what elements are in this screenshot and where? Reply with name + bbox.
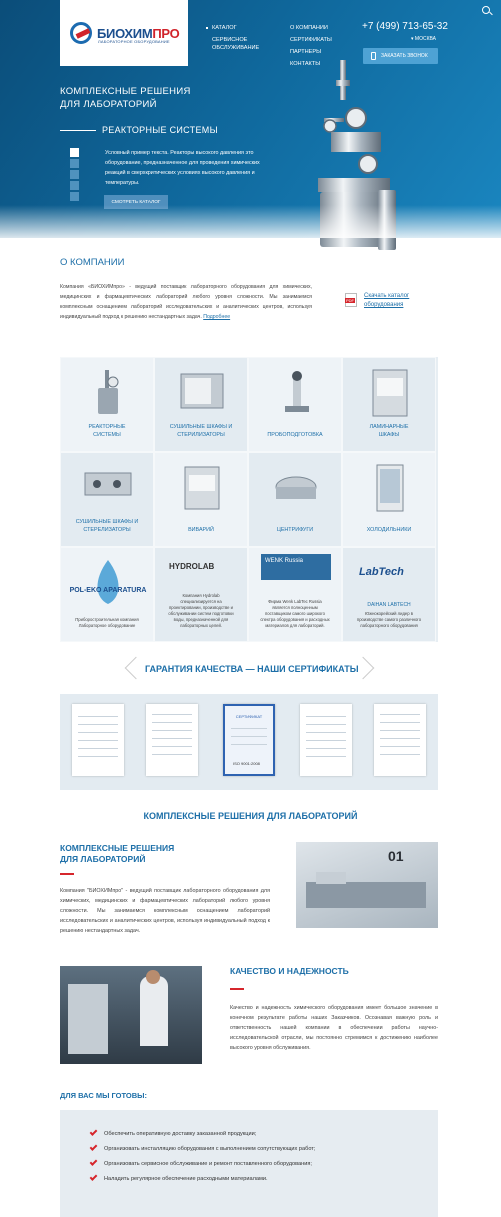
check-icon: [90, 1128, 98, 1136]
slider-dot-4[interactable]: [70, 181, 79, 190]
ready-title: ДЛЯ ВАС МЫ ГОТОВЫ:: [60, 1091, 147, 1100]
scientist-photo: [60, 966, 202, 1064]
slider-dot-2[interactable]: [70, 159, 79, 168]
nav-primary: [212, 24, 272, 56]
lab-interior-photo: 01: [296, 842, 438, 928]
more-link[interactable]: Подробнее: [203, 314, 231, 320]
divider: [60, 130, 96, 131]
about-title: О КОМПАНИИ: [60, 257, 125, 268]
next-arrow-icon[interactable]: [352, 657, 375, 680]
hero-title: КОМПЛЕКСНЫЕ РЕШЕНИЯ ДЛЯ ЛАБОРАТОРИЙ: [60, 86, 191, 110]
vivarium-thumb-icon: [177, 463, 227, 513]
ready-list: [60, 1110, 438, 1217]
logo-subtitle: ЛАБОРАТОРНОЕ ОБОРУДОВАНИЕ: [98, 39, 170, 44]
certificate-thumb[interactable]: [300, 704, 352, 776]
nav-item-about[interactable]: О КОМПАНИИ: [290, 25, 328, 31]
pdf-icon: [345, 293, 357, 307]
slider-pager: [70, 148, 79, 203]
check-icon: [90, 1143, 98, 1151]
red-divider: [230, 988, 244, 990]
category-card-reactors[interactable]: РЕАКТОРНЫЕ СИСТЕМЫ: [60, 357, 154, 452]
hero-subtitle: РЕАКТОРНЫЕ СИСТЕМЫ: [102, 125, 218, 135]
logo[interactable]: [60, 0, 188, 66]
about-text: Компания «БИОХИМпро» - ведущий поставщик лабораторного оборудования для химических, медицинских и фармацевтических лабораторий любого уровня сложности. Мы занимаемся комплексным оснащением лабораторий исследовательских и аналитических центров, используя индивидуальный подход к решению нестандартных задач. Подробнее: [60, 284, 312, 320]
quality-title: КАЧЕСТВО И НАДЕЖНОСТЬ: [230, 966, 349, 976]
slider-dot-5[interactable]: [70, 192, 79, 201]
poleko-logo-text: POL-EKO APARATURA: [69, 587, 147, 594]
callback-button[interactable]: ЗАКАЗАТЬ ЗВОНОК: [363, 48, 438, 64]
partner-card-hydrolab[interactable]: HYDROLAB Компания Hydrolab специализируется на проектировании, производстве и обслуживании систем подготовки воды, предназначенной для лабораторных целей.: [154, 547, 248, 642]
certificates-title: ГАРАНТИЯ КАЧЕСТВА — НАШИ СЕРТИФИКАТЫ: [145, 664, 359, 674]
slider-dot-1[interactable]: [70, 148, 79, 157]
view-catalog-button[interactable]: СМОТРЕТЬ КАТАЛОГ: [104, 195, 168, 209]
category-card-laminar[interactable]: ЛАМИНАРНЫЕ ШКАФЫ: [342, 357, 436, 452]
nav-item-contacts[interactable]: КОНТАКТЫ: [290, 61, 321, 67]
list-item: Организовать сервисное обслуживание и ремонт поставленного оборудования;: [90, 1161, 312, 1167]
category-card-vivarium[interactable]: ВИВАРИЙ: [154, 452, 248, 547]
category-card-fridges[interactable]: ХОЛОДИЛЬНИКИ: [342, 452, 436, 547]
nav-item-catalog[interactable]: КАТАЛОГ: [212, 24, 272, 32]
red-divider: [60, 873, 74, 875]
hero-banner: [0, 0, 501, 238]
prep-thumb-icon: [271, 368, 321, 418]
oven-thumb-icon: [177, 368, 227, 418]
certificates-slider: [60, 694, 438, 790]
wenk-logo: WENK Russia: [261, 554, 331, 580]
logo-text: БИОХИМПРО: [97, 25, 180, 41]
complex-block-text: Компания "БИОХИМпро" - ведущий поставщик лабораторного оборудования для химических, медицинских и фармацевтических лабораторий любого уровня сложности. Мы занимаемся комплексным оснащением лабораторий исследовательских и аналитических центров, используя индивидуальный подход к решению нестандартных задач.: [60, 888, 270, 934]
city-selector[interactable]: ▾ МОСКВА: [411, 36, 436, 42]
labtech-logo: LabTech: [359, 566, 404, 578]
check-icon: [90, 1158, 98, 1166]
partner-card-poleko[interactable]: POL-EKO APARATURA Приборостроительная компания Лабораторное оборудование: [60, 547, 154, 642]
category-card-centrifuges[interactable]: ЦЕНТРИФУГИ: [248, 452, 342, 547]
hydrolab-logo: HYDROLAB: [169, 562, 215, 571]
bullet-icon: [206, 27, 208, 29]
quality-text: Качество и надежность химического оборудования имеет большое значение в конечном результате работы наших Заказчиков. Осознавая важную роль и ответственность нашей компании в обеспечении работы научно-исследовательской отрасли, мы постоянно стремимся к достижению наиболее высокого уровня обслуживания.: [230, 1005, 438, 1051]
certificate-thumb[interactable]: СЕРТИФИКАТ ISO 9001:2008: [223, 704, 275, 776]
list-item: Организовать инсталляцию оборудования с выполнением сопутствующих работ;: [90, 1146, 315, 1152]
partner-card-wenk[interactable]: WENK Russia Фирма Wenk LabTec Russia является полноценным поставщиком самого широкого спектра оборудования и расходных материалов для лабораторий.: [248, 547, 342, 642]
hero-text: Условный пример текста. Реакторы высокого давления это оборудование, предназначенное для проведения химических реакций в сверхкритических условиях высокого давления и температуры.: [105, 150, 260, 186]
laminar-thumb-icon: [365, 368, 415, 418]
category-card-drying-2[interactable]: СУШИЛЬНЫЕ ШКАФЫ И СТЕРЕЛИЗАТОРЫ: [60, 452, 154, 547]
certificate-thumb[interactable]: [146, 704, 198, 776]
certificate-thumb[interactable]: [374, 704, 426, 776]
download-catalog-link[interactable]: Скачать каталог оборудования: [364, 293, 410, 308]
prev-arrow-icon[interactable]: [125, 657, 148, 680]
slider-dot-3[interactable]: [70, 170, 79, 179]
nav-item-partners[interactable]: ПАРТНЕРЫ: [290, 49, 322, 55]
reactor-thumb-icon: [83, 368, 133, 418]
check-icon: [90, 1173, 98, 1181]
certificate-thumb[interactable]: [72, 704, 124, 776]
list-item: Наладить регулярное обеспечение расходными материалами.: [90, 1176, 268, 1182]
complex-heading: КОМПЛЕКСНЫЕ РЕШЕНИЯ ДЛЯ ЛАБОРАТОРИЙ: [143, 811, 358, 821]
search-icon[interactable]: [482, 6, 490, 14]
logo-mark-icon: [70, 22, 92, 44]
nav-item-certificates[interactable]: СЕРТИФИКАТЫ: [290, 37, 332, 43]
fridge-thumb-icon: [365, 463, 415, 513]
list-item: Обеспечить оперативную доставку заказанной продукции;: [90, 1131, 256, 1137]
reactor-image: [296, 60, 416, 255]
glovebox-thumb-icon: [83, 463, 133, 513]
category-card-drying[interactable]: СУШИЛЬНЫЕ ШКАФЫ И СТЕРИЛИЗАТОРЫ: [154, 357, 248, 452]
phone-icon: [371, 52, 376, 60]
nav-item-service[interactable]: СЕРВИСНОЕ ОБСЛУЖИВАНИЕ: [212, 37, 260, 51]
complex-block-title: КОМПЛЕКСНЫЕ РЕШЕНИЯ ДЛЯ ЛАБОРАТОРИЙ: [60, 843, 175, 864]
partner-card-labtech[interactable]: LabTech DAIHAN LABTECH Южнокорейский лидер в производстве самого различного лабораторного оборудования: [342, 547, 436, 642]
centrifuge-thumb-icon: [271, 463, 321, 513]
category-card-sample-prep[interactable]: ПРОБОПОДГОТОВКА: [248, 357, 342, 452]
category-grid: [60, 357, 438, 642]
phone-number[interactable]: +7 (499) 713-65-32: [362, 21, 448, 32]
